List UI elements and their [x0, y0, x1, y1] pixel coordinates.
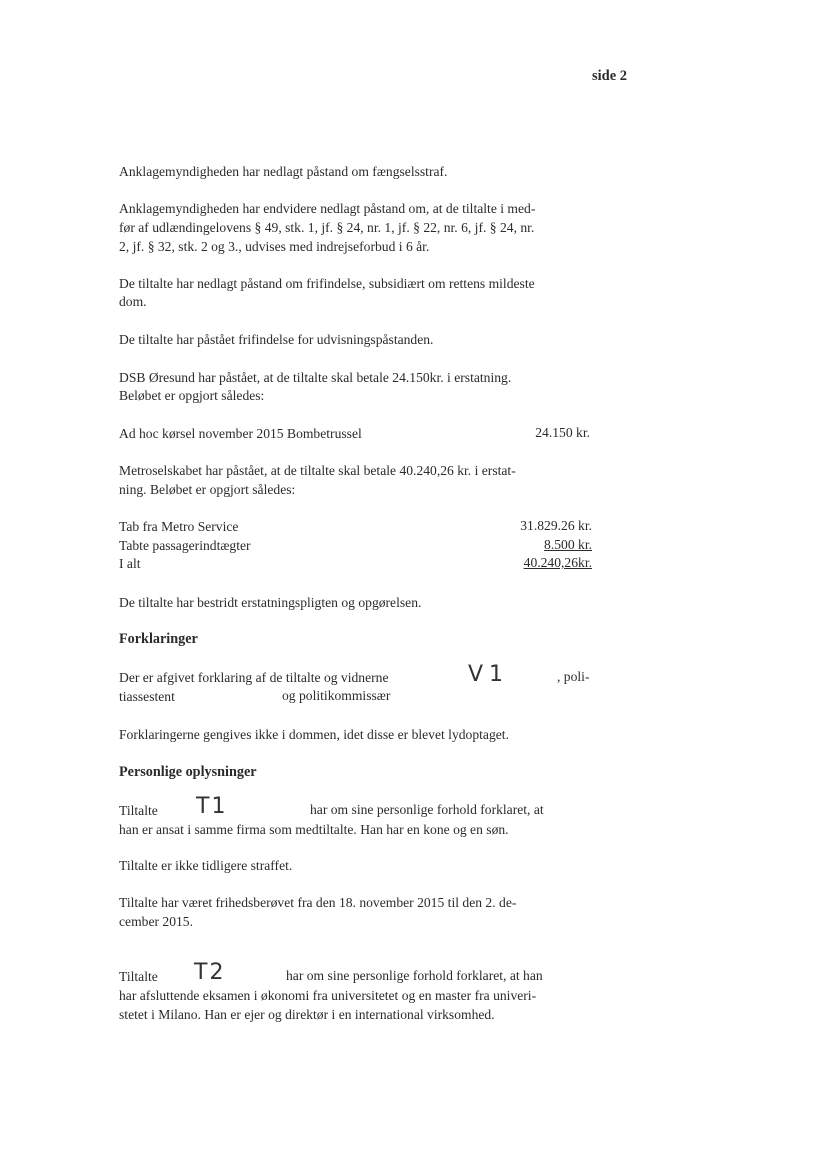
heading-personlige-oplysninger: Personlige oplysninger	[119, 764, 257, 780]
page-number: side 2	[592, 68, 628, 84]
paragraph-expulsion-line-1: Anklagemyndigheden har endvidere nedlagt påstand om, at de tiltalte i med-	[119, 201, 536, 216]
defendant-1-label: Tiltalte	[119, 803, 158, 818]
handwritten-defendant-1: T1	[196, 794, 228, 819]
heading-forklaringer: Forklaringer	[119, 631, 198, 647]
claim-item-amount: 24.150 kr.	[535, 425, 590, 440]
paragraph-dsb-line-1: DSB Øresund har påstået, at de tiltalte skal betale 24.150kr. i erstatning.	[119, 370, 512, 385]
paragraph-testimony-line-2a: tiassestent	[119, 689, 175, 704]
defendant-2-line-2: har afsluttende eksamen i økonomi fra universitetet og en master fra univeri-	[119, 988, 537, 1003]
paragraph-testimony-line-2b: og politikommissær	[282, 688, 391, 703]
paragraph-metro-line-1: Metroselskabet har påstået, at de tiltalte skal betale 40.240,26 kr. i erstat-	[119, 463, 516, 478]
paragraph-claim-prison: Anklagemyndigheden har nedlagt påstand om fængselsstraf.	[119, 164, 448, 179]
paragraph-detention-line-1: Tiltalte har været frihedsberøvet fra den 18. november 2015 til den 2. de-	[119, 895, 517, 910]
handwritten-witness-label: V1	[468, 662, 510, 687]
claim-total-label: I alt	[119, 556, 141, 571]
claim-total-amount: 40.240,26kr.	[523, 555, 592, 570]
paragraph-testimony-line-1a: Der er afgivet forklaring af de tiltalte og vidnerne	[119, 670, 389, 685]
paragraph-metro-line-2: ning. Beløbet er opgjort således:	[119, 482, 296, 497]
paragraph-dsb-line-2: Beløbet er opgjort således:	[119, 388, 265, 403]
defendant-2-label: Tiltalte	[119, 969, 158, 984]
claim-item-label: Tab fra Metro Service	[119, 519, 239, 534]
handwritten-defendant-2: T2	[194, 960, 226, 985]
defendant-2-line-1: har om sine personlige forhold forklaret, at han	[286, 968, 543, 983]
defendant-1-line-2: han er ansat i samme firma som medtiltalte. Han har en kone og en søn.	[119, 822, 509, 837]
paragraph-no-record: Tiltalte er ikke tidligere straffet.	[119, 858, 293, 873]
paragraph-recorded: Forklaringerne gengives ikke i dommen, idet disse er blevet lydoptaget.	[119, 727, 509, 742]
claim-item-amount: 8.500 kr.	[544, 537, 592, 552]
paragraph-testimony-line-1b: , poli-	[557, 669, 590, 684]
defendant-1-line-1: har om sine personlige forhold forklaret, at	[310, 802, 544, 817]
paragraph-expulsion-acquittal: De tiltalte har påstået frifindelse for udvisningspåstanden.	[119, 332, 434, 347]
paragraph-detention-line-2: cember 2015.	[119, 914, 193, 929]
paragraph-expulsion-line-2: før af udlændingelovens § 49, stk. 1, jf. § 24, nr. 1, jf. § 22, nr. 6, jf. § 24, nr.	[119, 220, 535, 235]
paragraph-disputed: De tiltalte har bestridt erstatningspligten og opgørelsen.	[119, 595, 422, 610]
paragraph-acquittal-line-2: dom.	[119, 294, 147, 309]
defendant-2-line-3: stetet i Milano. Han er ejer og direktør i en international virksomhed.	[119, 1007, 495, 1022]
paragraph-expulsion-line-3: 2, jf. § 32, stk. 2 og 3., udvises med indrejseforbud i 6 år.	[119, 239, 430, 254]
claim-item-label: Ad hoc kørsel november 2015 Bombetrussel	[119, 426, 362, 441]
claim-item-amount: 31.829.26 kr.	[520, 518, 592, 533]
claim-item-label: Tabte passagerindtægter	[119, 538, 251, 553]
paragraph-acquittal-line-1: De tiltalte har nedlagt påstand om frifindelse, subsidiært om rettens mildeste	[119, 276, 535, 291]
